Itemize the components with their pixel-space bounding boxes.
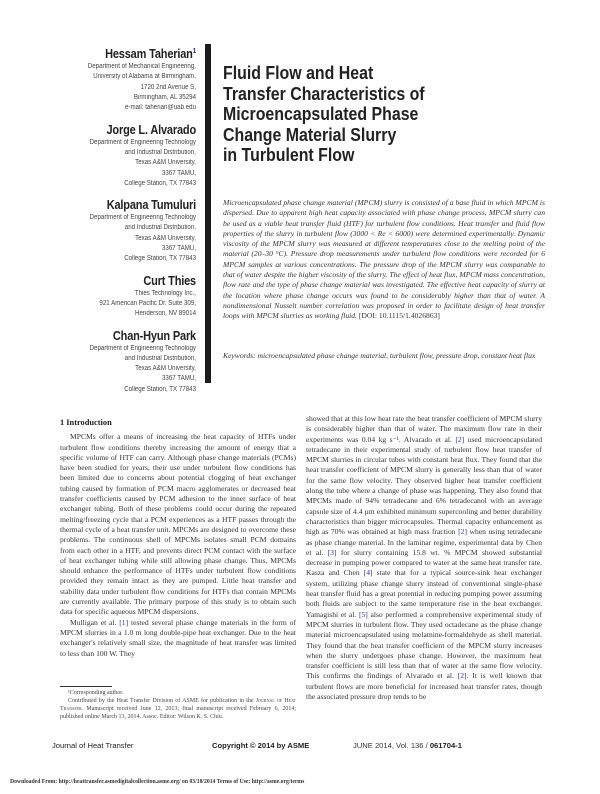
page-footer <box>0 741 600 755</box>
author-affiliation: Thies Technology Inc., <box>134 289 196 297</box>
author-affiliation: Texas A&M University, <box>135 365 196 373</box>
vertical-divider-bar <box>205 44 211 383</box>
title-line: Fluid Flow and Heat <box>223 62 374 83</box>
author-affiliation: College Station, TX 77843 <box>124 385 196 393</box>
citation-link[interactable]: [1] <box>119 617 129 627</box>
author-affiliation: University of Alabama at Birmingham, <box>93 73 196 81</box>
author-affiliation: Henderson, NV 89014 <box>135 310 196 318</box>
author-name: Chan-Hyun Park <box>112 328 196 343</box>
author-name: Jorge L. Alvarado <box>106 122 196 137</box>
citation-link[interactable]: [3] <box>327 547 337 557</box>
download-notice: Downloaded From: http://heattransfer.asmedigitalcollection.asme.org/ on 03/18/2014 Terms of Use: http://asme.org/terms <box>10 778 305 785</box>
author-email[interactable]: e-mail: taherian@uab.edu <box>125 104 196 112</box>
title-line: in Turbulent Flow <box>223 144 355 166</box>
author-list <box>0 44 196 404</box>
section-heading: 1 Introduction <box>60 418 112 427</box>
footnote-rule <box>60 686 112 687</box>
citation-link[interactable]: [2] <box>455 434 465 444</box>
author-affiliation: Texas A&M University, <box>135 234 196 242</box>
doi-link[interactable]: [DOI: 10.1115/1.4026863] <box>358 311 440 321</box>
body-paragraph: MPCMs offer a means of increasing the heat capacity of HTFs under turbulent flow conditions thereby increasing the amount of energy that a specific volume of HTF can carry. Although phase change materials (PCMs) have been studied for years, their use under turbulent flow conditions has been limited due to concerns about potential clogging of heat exchanger tubing caused by formation of PCM macro agglomerates or decreased heat transfer coefficients caused by PCM adhesion to the inner surface of heat exchanger tubing. Both of these problems could occur during the repeated melting/freezing cycle that a PCM experiences as a HTF passes through the thermal cycle of a heat transfer unit. MPCMs are designed to overcome these problems. The continuous shell of MPCMs isolates small PCM domains from each other in a HTF, and prevents direct PCM contact with the surface of heat exchanger tubing while still allowing phase change. Thus, MPCMs should enhance the performance of HTFs under turbulent flow conditions provided they remain intact as they are pumped. Little heat transfer and stability data under turbulent flow conditions for HTFs that contain MPCMs are currently available. The primary purpose of this study is to obtain such data for specific aqueous MPCM dispersions. <box>60 432 296 617</box>
author-affiliation: 1720 2nd Avenue S, <box>140 83 196 91</box>
title-line: Change Material Slurry <box>223 123 397 145</box>
footer-copyright: Copyright © 2014 by ASME <box>212 741 310 750</box>
author-block <box>0 44 196 114</box>
citation-link[interactable]: [4] <box>363 568 373 578</box>
author-block <box>0 123 196 189</box>
footnote-corresponding: ¹Corresponding author. <box>68 690 124 696</box>
author-affiliation: Department of Engineering Technology <box>89 138 196 146</box>
author-affiliation: 3367 TAMU, <box>161 169 196 177</box>
author-affiliation: Texas A&M University, <box>135 159 196 167</box>
author-affiliation: and Industrial Distribution, <box>124 224 196 232</box>
abstract-text: Microencapsulated phase change material (MPCM) slurry is consisted of a base fluid in which MPCM is dispersed. Due to apparent high heat capacity associated with phase change process, MPCM slurry can be used as a viable heat transfer fluid (HTF) for turbulent flow conditions. Heat transfer and fluid flow properties of the slurry in turbulent flow (3000 < Re < 6000) were determined experimentally. Dynamic viscosity of the MPCM slurry was measured at different temperatures close to the melting point of the material (20–30 °C). Pressure drop measurements under turbulent flow conditions were recorded for 6 MPCM samples at various concentrations. The pressure drop of the MPCM slurry was comparable to that of water despite the higher viscosity of the slurry. The effect of heat flux, MPCM mass concentration, flow rate and the type of phase change material was investigated. The effective heat capacity of slurry at the location where phase change occurs was found to be considerably higher than that of water. A nondimensional Nusselt number correlation was proposed in order to facilitate design of heat transfer loops with MPCM slurries as working fluid. <box>223 198 545 321</box>
author-affiliation: Department of Engineering Technology <box>89 344 196 352</box>
abstract <box>223 198 545 322</box>
title-line: Transfer Characteristics of <box>223 82 425 104</box>
footer-journal-name: Journal of Heat Transfer <box>52 741 134 750</box>
citation-link[interactable]: [2] <box>458 527 467 537</box>
paper-title <box>223 63 533 166</box>
footnote-publication-info: Contributed by the Heat Transfer Division of ASME for publication in the Journal of Heat Transfer. Manuscript received June 12, 2013; final manuscript received February 6, 2014; published online March 13, 2014. Assoc. Editor: Wilson K. S. Chiu. <box>60 698 296 720</box>
author-affiliation: and Industrial Distribution, <box>124 148 196 156</box>
footer-page-id: 061704-1 <box>429 741 462 750</box>
body-column-right <box>306 414 542 702</box>
footnotes <box>60 689 296 721</box>
author-affiliation: and Industrial Distribution, <box>124 354 196 362</box>
body-paragraph: Mulligan et al. [1] tested several phase change materials in the form of MPCM slurries in a 1.0 m long double-pipe heat exchanger. Due to the heat exchanger's relatively small size, the magnitude of heat transfer was limited to less than 100 W. They <box>60 617 296 658</box>
citation-link[interactable]: [5] <box>358 609 368 619</box>
author-name: Curt Thies <box>143 273 196 288</box>
corresponding-author-marker[interactable]: 1 <box>192 48 196 55</box>
citation-link[interactable]: [2] <box>457 671 467 681</box>
footer-issue-info: JUNE 2014, Vol. 136 / 061704-1 <box>353 741 462 750</box>
author-affiliation: Department of Mechanical Engineering, <box>87 63 196 71</box>
title-line: Microencapsulated Phase <box>223 103 419 125</box>
author-block <box>0 329 196 395</box>
body-paragraph: showed that at this low heat rate the heat transfer coefficient of MPCM slurry is considerably higher than that of water. The maximum flow rate in their experiments was 0.04 kg s⁻¹. Alvarado et al. [2] used microencapsulated tetradecane in their experimental study of turbulent flow heat transfer of MPCM slurries in circular tubes with constant heat flux. They found that the heat transfer coefficient of MPCM slurry is generally less than that of water for the same flow velocity. They observed higher heat transfer coefficient along the tube where a change of phase was happening. They also found that MPCMs made of 94% tetradecane and 6% tetradecanol with an average capsule size of 4.4 μm exhibited minimum supercooling and better durability characteristics than bigger microcapsules. Thermal capacity enhancement as high as 70% was obtained at high mass fraction [2] when using tetradecane as phase change material. In the laminar regime, experimental data by Chen et al. [3] for slurry containing 15.8 wt. % MPCM showed substantial decrease in pumping power compared to water at the same heat transfer rate. Kasza and Chen [4] state that for a typical source-sink heat exchanger system, utilizing phase change slurry instead of conventional single-phase heat transfer fluid has a great potential in reducing pumping power assuming both fluids are subject to the same temperature rise in the heat exchanger. Yamagishi et al. [5] also performed a comprehensive experimental study of MPCM slurries in turbulent flow. They used octadecane as the phase change material microencapsulated using melamine-formaldehyde as shell material. They found that the heat transfer coefficient of the MPCM slurry increases when the slurry undergoes phase change. However, the maximum heat transfer coefficient is still less than that of water at the same flow velocity. This confirms the findings of Alvarado et al. [2]. It is well known that turbulent flows are more beneficial for increased heat transfer rates, though the associated pressure drop tends to be <box>306 414 543 702</box>
author-affiliation: Birmingham, AL 35294 <box>133 94 196 102</box>
body-column-left <box>60 418 296 659</box>
author-affiliation: 3367 TAMU, <box>161 375 196 383</box>
keywords: Keywords: microencapsulated phase change material, turbulent flow, pressure drop, constant heat flux <box>223 351 536 360</box>
author-affiliation: 3367 TAMU, <box>161 245 196 253</box>
author-block <box>0 274 196 320</box>
author-name: Kalpana Tumuluri <box>106 198 196 213</box>
author-affiliation: College Station, TX 77843 <box>124 255 196 263</box>
author-affiliation: College Station, TX 77843 <box>124 179 196 187</box>
author-affiliation: Department of Engineering Technology <box>89 214 196 222</box>
author-affiliation: 921 American Pacific Dr. Suite 309, <box>99 299 196 307</box>
author-name: Hessam Taherian$^1$ <box>105 47 196 62</box>
author-block <box>0 198 196 264</box>
